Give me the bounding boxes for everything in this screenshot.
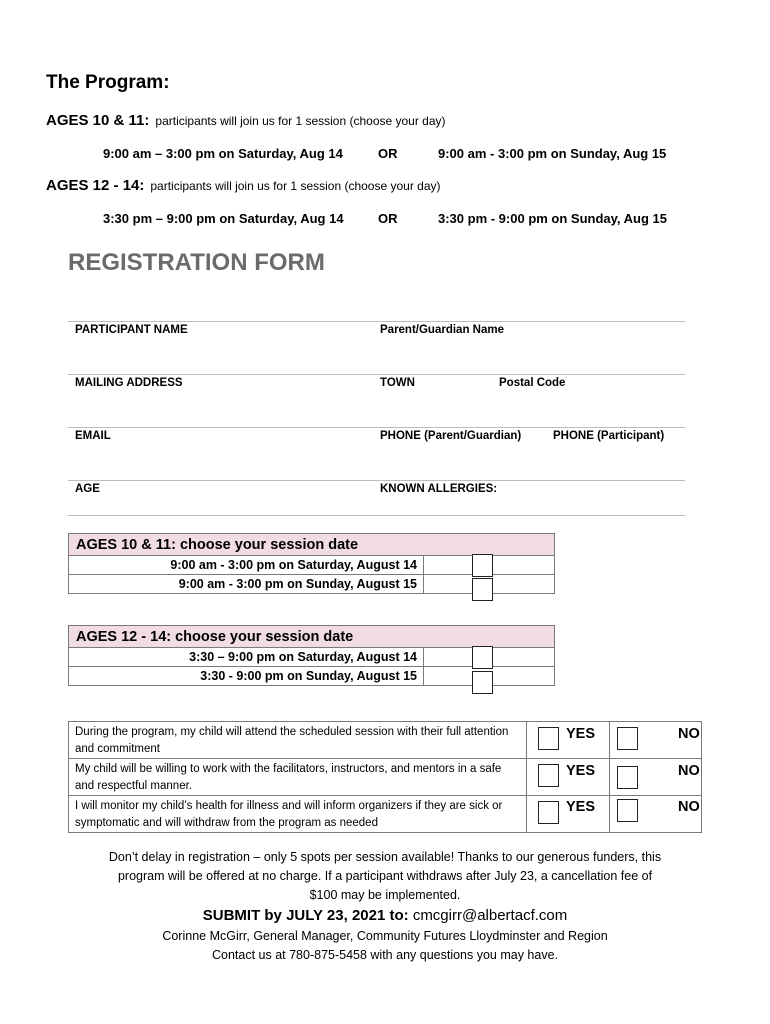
known-allergies-label: KNOWN ALLERGIES: xyxy=(380,483,498,495)
no-label: NO xyxy=(678,763,700,779)
agreement-statement: I will monitor my child’s health for illness and will inform organizers if they are sick or symptomatic and will withdraw from the program as needed xyxy=(69,796,527,833)
age-group-description: participants will join us for 1 session (choose your day) xyxy=(150,179,441,193)
agreement-statement: During the program, my child will attend the scheduled session with their full attention and commitment xyxy=(69,722,527,759)
yes-checkbox[interactable] xyxy=(538,727,559,750)
session-checkbox[interactable] xyxy=(472,646,493,669)
phone-participant-label: PHONE (Participant) xyxy=(553,430,665,442)
email-label: EMAIL xyxy=(75,430,111,442)
age-group-heading xyxy=(46,177,441,194)
parent-name-label: Parent/Guardian Name xyxy=(380,324,504,336)
submit-deadline: SUBMIT by JULY 23, 2021 to: xyxy=(202,907,409,924)
yes-cell xyxy=(527,722,610,759)
age-group-label: AGES 12 - 14: xyxy=(46,177,145,194)
age-label: AGE xyxy=(75,483,100,495)
registration-form-title: REGISTRATION FORM xyxy=(68,249,325,276)
session-row-label: 3:30 - 9:00 pm on Sunday, August 15 xyxy=(69,667,424,686)
yes-label: YES xyxy=(566,726,596,742)
or-label: OR xyxy=(378,211,398,226)
no-label: NO xyxy=(678,726,700,742)
yes-checkbox[interactable] xyxy=(538,764,559,787)
yes-cell xyxy=(527,759,610,796)
field-divider xyxy=(68,515,685,516)
yes-label: YES xyxy=(566,763,596,779)
session-row-label: 9:00 am - 3:00 pm on Saturday, August 14 xyxy=(69,556,424,575)
no-cell xyxy=(610,722,702,759)
contact-name: Corinne McGirr, General Manager, Community Futures Lloydminster and Region xyxy=(162,929,608,943)
no-cell xyxy=(610,759,702,796)
agreement-statement: My child will be willing to work with the facilitators, instructors, and mentors in a safe and respectful manner. xyxy=(69,759,527,796)
or-label: OR xyxy=(378,146,398,161)
session-option: 9:00 am - 3:00 pm on Sunday, Aug 15 xyxy=(438,146,667,161)
yes-checkbox[interactable] xyxy=(538,801,559,824)
field-divider xyxy=(68,427,685,428)
no-checkbox[interactable] xyxy=(617,727,638,750)
session-checkbox[interactable] xyxy=(472,554,493,577)
session-checkbox[interactable] xyxy=(472,578,493,601)
session-checkbox[interactable] xyxy=(472,671,493,694)
agreements-table xyxy=(68,721,702,833)
session-row-label: 3:30 – 9:00 pm on Saturday, August 14 xyxy=(69,648,424,667)
postal-code-label: Postal Code xyxy=(499,377,566,389)
no-checkbox[interactable] xyxy=(617,799,638,822)
participant-name-label: PARTICIPANT NAME xyxy=(75,324,188,336)
age-group-label: AGES 10 & 11: xyxy=(46,112,150,129)
mailing-address-label: MAILING ADDRESS xyxy=(75,377,183,389)
no-cell xyxy=(610,796,702,833)
program-title: The Program: xyxy=(46,72,170,93)
session-option: 3:30 pm – 9:00 pm on Saturday, Aug 14 xyxy=(103,211,344,226)
footer-notice-line: Don’t delay in registration – only 5 spots per session available! Thanks to our generous funders, this xyxy=(108,850,662,864)
yes-cell xyxy=(527,796,610,833)
age-group-description: participants will join us for 1 session (choose your day) xyxy=(155,114,446,128)
field-divider xyxy=(68,321,685,322)
no-label: NO xyxy=(678,799,700,815)
contact-phone: Contact us at 780-875-5458 with any questions you may have. xyxy=(211,948,559,962)
town-label: TOWN xyxy=(380,377,415,389)
field-divider xyxy=(68,374,685,375)
submit-line xyxy=(0,906,770,925)
footer-notice-line: program will be offered at no charge. If a participant withdraws after July 23, a cancellation fee of xyxy=(117,869,653,883)
yes-label: YES xyxy=(566,799,596,815)
footer-notice-line: $100 may be implemented. xyxy=(309,888,461,902)
session-table-header: AGES 10 & 11: choose your session date xyxy=(69,534,555,556)
age-group-heading xyxy=(46,112,446,129)
session-option: 3:30 pm - 9:00 pm on Sunday, Aug 15 xyxy=(438,211,667,226)
no-checkbox[interactable] xyxy=(617,766,638,789)
phone-parent-label: PHONE (Parent/Guardian) xyxy=(380,430,522,442)
session-table-header: AGES 12 - 14: choose your session date xyxy=(69,626,555,648)
field-divider xyxy=(68,480,685,481)
submit-email[interactable]: cmcgirr@albertacf.com xyxy=(412,907,568,924)
session-option: 9:00 am – 3:00 pm on Saturday, Aug 14 xyxy=(103,146,343,161)
session-row-label: 9:00 am - 3:00 pm on Sunday, August 15 xyxy=(69,575,424,594)
